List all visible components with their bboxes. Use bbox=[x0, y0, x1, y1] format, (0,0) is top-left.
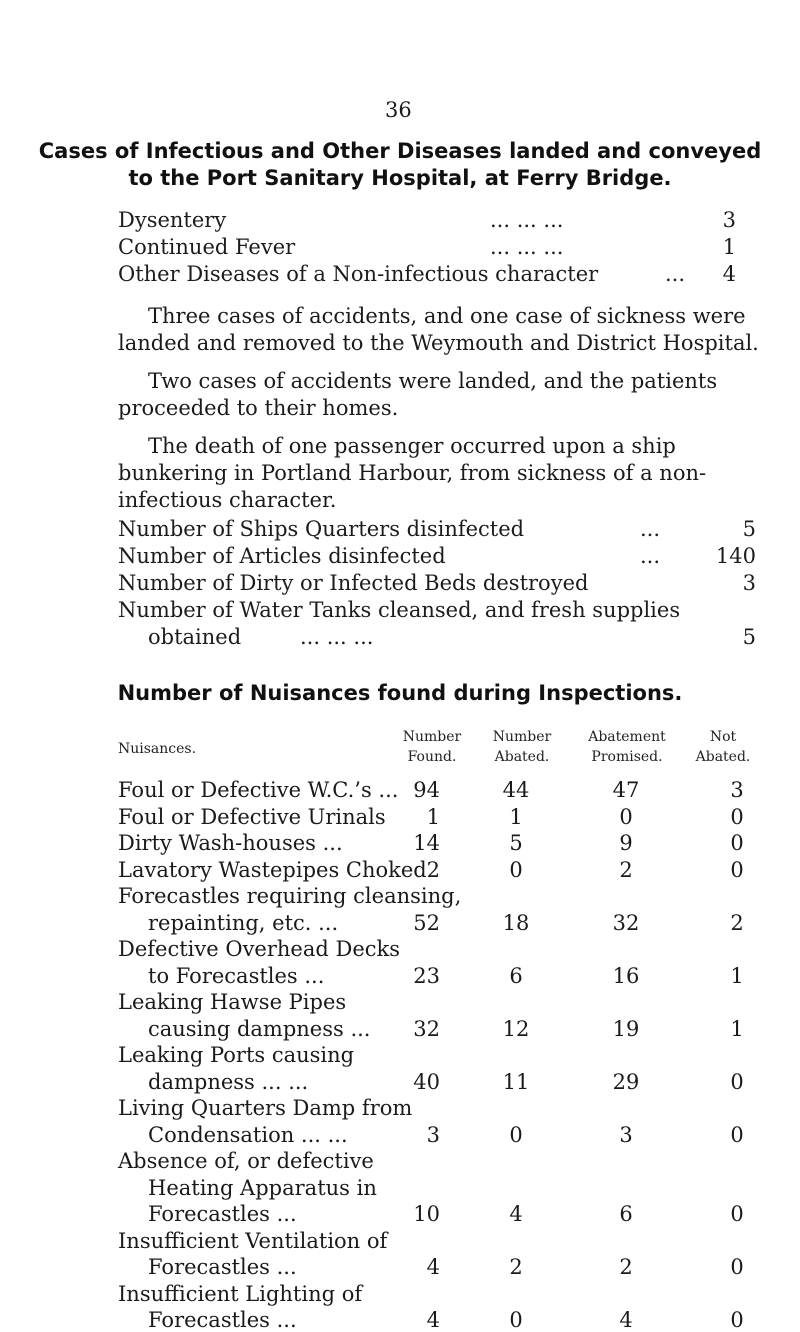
cell-found: 32 bbox=[413, 1017, 440, 1041]
table-row-label: Foul or Defective W.C.’s ... bbox=[118, 778, 399, 802]
paragraph-accidents-homes: Two cases of accidents were landed, and the patients proceeded to their homes. bbox=[118, 369, 718, 420]
count-label: obtained bbox=[148, 625, 242, 649]
column-header-found: Number bbox=[402, 729, 462, 745]
table-row-label: Forecastles ... bbox=[148, 1255, 297, 1279]
cell-abated: 5 bbox=[509, 831, 523, 855]
section1-title-line1: Cases of Infectious and Other Diseases landed and conveyed bbox=[38, 139, 762, 163]
table-row-label: Condensation ... ... bbox=[148, 1123, 348, 1147]
table-row-label: repainting, etc. ... bbox=[148, 911, 339, 935]
cell-found: 4 bbox=[426, 1308, 440, 1332]
cell-abated: 6 bbox=[509, 964, 523, 988]
cell-found: 23 bbox=[413, 964, 440, 988]
table-row-label: Lavatory Wastepipes Choked bbox=[118, 858, 427, 882]
count-value: 5 bbox=[742, 625, 756, 649]
table-row-label: Insufficient Lighting of bbox=[118, 1282, 363, 1306]
disease-label: Other Diseases of a Non-infectious character bbox=[118, 262, 599, 286]
cell-not-abated: 0 bbox=[730, 831, 744, 855]
count-label: Number of Articles disinfected bbox=[118, 544, 446, 568]
table-row-label: Heating Apparatus in bbox=[148, 1176, 377, 1200]
cell-abated: 18 bbox=[502, 911, 530, 935]
paragraph-passenger-death: The death of one passenger occurred upon a ship bunkering in Portland Harbour, from sickness of a non-infectious character. bbox=[118, 434, 707, 512]
page-number: 36 bbox=[385, 98, 412, 122]
cell-promised: 29 bbox=[612, 1070, 640, 1094]
cell-abated: 44 bbox=[502, 778, 530, 802]
column-header-abated: Number bbox=[492, 729, 552, 745]
cell-promised: 16 bbox=[612, 964, 640, 988]
cell-abated: 11 bbox=[502, 1070, 530, 1094]
cell-abated: 12 bbox=[502, 1017, 530, 1041]
leader-dots: ... bbox=[665, 262, 686, 286]
cell-promised: 47 bbox=[612, 778, 640, 802]
cell-promised: 2 bbox=[619, 858, 633, 882]
cell-found: 52 bbox=[413, 911, 440, 935]
table-row-label: Forecastles requiring cleansing, bbox=[118, 884, 462, 908]
cell-found: 10 bbox=[413, 1202, 440, 1226]
table-row-label: Forecastles ... bbox=[148, 1202, 297, 1226]
leader-dots: ... ... ... bbox=[490, 235, 564, 259]
column-header-not-abated-sub: Abated. bbox=[695, 749, 751, 765]
table-row-label: Foul or Defective Urinals bbox=[118, 805, 386, 829]
column-header-found-sub: Found. bbox=[407, 749, 457, 765]
cell-promised: 32 bbox=[612, 911, 640, 935]
table-row-label: Absence of, or defective bbox=[118, 1149, 374, 1173]
column-header-not-abated: Not bbox=[709, 729, 737, 745]
cell-not-abated: 0 bbox=[730, 1255, 744, 1279]
column-header-abated-sub: Abated. bbox=[494, 749, 550, 765]
section1-title-line2: to the Port Sanitary Hospital, at Ferry Bridge. bbox=[128, 166, 672, 190]
table-row-label: Forecastles ... bbox=[148, 1308, 297, 1332]
cell-abated: 2 bbox=[509, 1255, 523, 1279]
count-value: 5 bbox=[742, 517, 756, 541]
cell-abated: 4 bbox=[509, 1202, 523, 1226]
cell-found: 14 bbox=[413, 831, 440, 855]
count-label: Number of Ships Quarters disinfected bbox=[118, 517, 525, 541]
cell-not-abated: 3 bbox=[730, 778, 744, 802]
cell-found: 1 bbox=[426, 805, 440, 829]
cell-not-abated: 1 bbox=[730, 1017, 744, 1041]
leader-dots: ... bbox=[640, 517, 661, 541]
cell-found: 3 bbox=[426, 1123, 440, 1147]
cell-not-abated: 0 bbox=[730, 1308, 744, 1332]
cell-abated: 0 bbox=[509, 1123, 523, 1147]
cell-found: 4 bbox=[426, 1255, 440, 1279]
cell-found: 2 bbox=[426, 858, 440, 882]
cell-not-abated: 0 bbox=[730, 858, 744, 882]
table-row-label: Defective Overhead Decks bbox=[118, 937, 401, 961]
cell-promised: 2 bbox=[619, 1255, 633, 1279]
disease-label: Dysentery bbox=[118, 208, 227, 232]
cell-promised: 0 bbox=[619, 805, 633, 829]
cell-promised: 3 bbox=[619, 1123, 633, 1147]
leader-dots: ... ... ... bbox=[300, 625, 374, 649]
cell-not-abated: 0 bbox=[730, 1202, 744, 1226]
table-row-label: Leaking Hawse Pipes bbox=[118, 990, 347, 1014]
cell-not-abated: 1 bbox=[730, 964, 744, 988]
cell-found: 40 bbox=[413, 1070, 440, 1094]
cell-not-abated: 0 bbox=[730, 1123, 744, 1147]
disease-count: 3 bbox=[722, 208, 736, 232]
cell-found: 94 bbox=[413, 778, 440, 802]
table-row-label: Living Quarters Damp from bbox=[118, 1096, 413, 1120]
column-header-promised-sub: Promised. bbox=[591, 749, 663, 765]
leader-dots: ... bbox=[640, 544, 661, 568]
section2-title: Number of Nuisances found during Inspections. bbox=[117, 681, 683, 705]
cell-abated: 0 bbox=[509, 858, 523, 882]
cell-promised: 19 bbox=[612, 1017, 640, 1041]
count-value: 140 bbox=[715, 544, 756, 568]
disease-count: 1 bbox=[722, 235, 736, 259]
leader-dots: ... ... ... bbox=[490, 208, 564, 232]
cell-abated: 1 bbox=[509, 805, 523, 829]
cell-not-abated: 0 bbox=[730, 1070, 744, 1094]
cell-not-abated: 2 bbox=[730, 911, 744, 935]
count-label: Number of Water Tanks cleansed, and fresh supplies bbox=[118, 598, 681, 622]
table-row-label: dampness ... ... bbox=[148, 1070, 309, 1094]
table-row-label: Dirty Wash-houses ... bbox=[118, 831, 343, 855]
table-row-label: causing dampness ... bbox=[148, 1017, 371, 1041]
column-header-promised: Abatement bbox=[588, 729, 666, 745]
disease-label: Continued Fever bbox=[118, 235, 296, 259]
count-label: Number of Dirty or Infected Beds destroyed bbox=[118, 571, 589, 595]
disease-count: 4 bbox=[722, 262, 736, 286]
table-row-label: Insufficient Ventilation of bbox=[118, 1229, 388, 1253]
cell-abated: 0 bbox=[509, 1308, 523, 1332]
count-value: 3 bbox=[742, 571, 756, 595]
table-row-label: Leaking Ports causing bbox=[118, 1043, 355, 1067]
table-row-label: to Forecastles ... bbox=[148, 964, 325, 988]
column-header-nuisances: Nuisances. bbox=[118, 741, 197, 757]
cell-promised: 9 bbox=[619, 831, 633, 855]
cell-promised: 6 bbox=[619, 1202, 633, 1226]
paragraph-accidents-weymouth: Three cases of accidents, and one case of sickness were landed and removed to the Weymouth and District Hospital. bbox=[118, 304, 759, 355]
cell-not-abated: 0 bbox=[730, 805, 744, 829]
cell-promised: 4 bbox=[619, 1308, 633, 1332]
